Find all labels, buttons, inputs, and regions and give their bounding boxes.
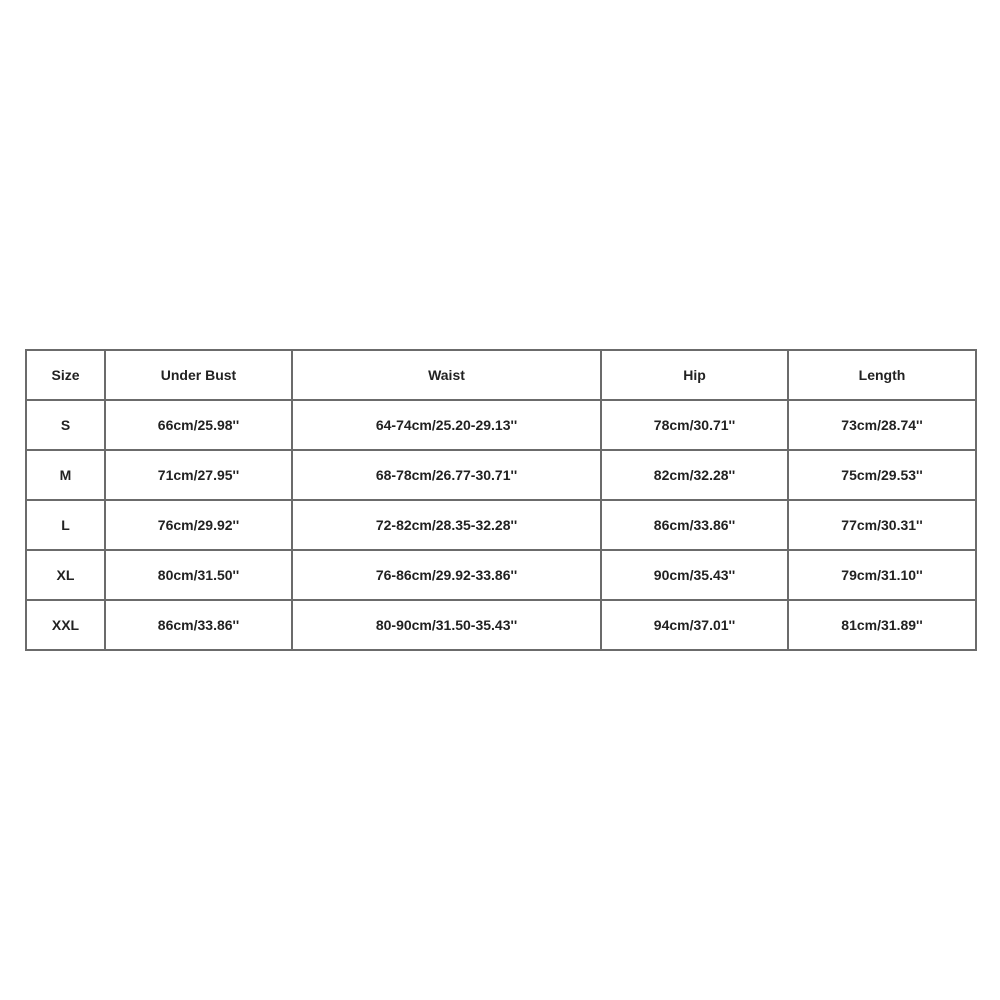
size-cell: M <box>26 450 105 500</box>
length-cell: 73cm/28.74'' <box>788 400 976 450</box>
length-cell: 77cm/30.31'' <box>788 500 976 550</box>
size-cell: XXL <box>26 600 105 650</box>
table-row <box>26 550 976 600</box>
table-header-row <box>26 350 976 400</box>
size-chart-table <box>25 349 977 651</box>
header-cell-length: Length <box>788 350 976 400</box>
size-cell: L <box>26 500 105 550</box>
table-row <box>26 500 976 550</box>
table-row <box>26 400 976 450</box>
under-bust-cell: 80cm/31.50'' <box>105 550 292 600</box>
hip-cell: 82cm/32.28'' <box>601 450 788 500</box>
under-bust-cell: 71cm/27.95'' <box>105 450 292 500</box>
size-cell: S <box>26 400 105 450</box>
table-row <box>26 600 976 650</box>
hip-cell: 90cm/35.43'' <box>601 550 788 600</box>
under-bust-cell: 76cm/29.92'' <box>105 500 292 550</box>
header-cell-hip: Hip <box>601 350 788 400</box>
waist-cell: 72-82cm/28.35-32.28'' <box>292 500 601 550</box>
hip-cell: 94cm/37.01'' <box>601 600 788 650</box>
hip-cell: 78cm/30.71'' <box>601 400 788 450</box>
waist-cell: 68-78cm/26.77-30.71'' <box>292 450 601 500</box>
header-cell-under-bust: Under Bust <box>105 350 292 400</box>
table-row <box>26 450 976 500</box>
length-cell: 75cm/29.53'' <box>788 450 976 500</box>
length-cell: 79cm/31.10'' <box>788 550 976 600</box>
waist-cell: 64-74cm/25.20-29.13'' <box>292 400 601 450</box>
under-bust-cell: 66cm/25.98'' <box>105 400 292 450</box>
under-bust-cell: 86cm/33.86'' <box>105 600 292 650</box>
size-cell: XL <box>26 550 105 600</box>
header-cell-waist: Waist <box>292 350 601 400</box>
hip-cell: 86cm/33.86'' <box>601 500 788 550</box>
length-cell: 81cm/31.89'' <box>788 600 976 650</box>
header-cell-size: Size <box>26 350 105 400</box>
waist-cell: 76-86cm/29.92-33.86'' <box>292 550 601 600</box>
waist-cell: 80-90cm/31.50-35.43'' <box>292 600 601 650</box>
